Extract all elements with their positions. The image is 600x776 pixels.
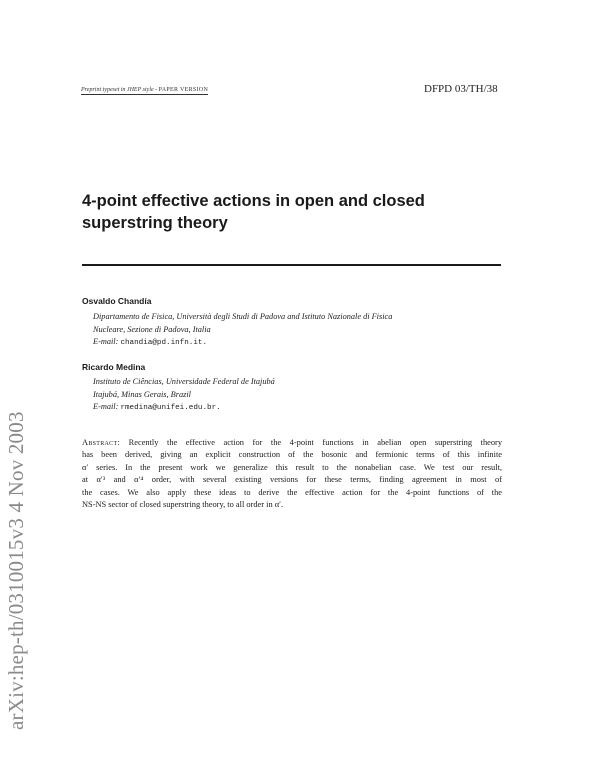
author-name: Ricardo Medina bbox=[82, 362, 146, 372]
arxiv-identifier-stamp: arXiv:hep-th/0310015v3 4 Nov 2003 bbox=[4, 411, 28, 730]
preprint-style-caps: PAPER VERSION bbox=[158, 87, 209, 93]
abstract bbox=[82, 437, 502, 511]
abstract-label: Abstract: bbox=[82, 438, 121, 447]
affiliation-line: Nucleare, Sezione di Padova, Italia bbox=[93, 324, 211, 334]
abstract-line: NS-NS sector of closed superstring theory, to all order in α′. bbox=[82, 500, 284, 510]
email-address[interactable]: rmedina@unifei.edu.br. bbox=[120, 404, 221, 412]
author-affiliation bbox=[93, 311, 493, 350]
affiliation-line: Instituto de Ciências, Universidade Federal de Itajubá bbox=[93, 377, 275, 386]
report-number: DFPD 03/TH/38 bbox=[424, 83, 498, 95]
email-label: E-mail: bbox=[93, 337, 119, 346]
author-affiliation bbox=[93, 376, 493, 415]
abstract-line: the cases. We also apply these ideas to derive the effective action for the 4-point functions of the bbox=[82, 487, 502, 497]
abstract-line: α′ series. In the present work we generalize this result to the nonabelian case. We test our result, bbox=[82, 462, 502, 472]
email-line bbox=[93, 401, 493, 415]
email-label: E-mail: bbox=[93, 402, 119, 411]
preprint-style-note bbox=[81, 87, 208, 95]
paper-title-line-1: 4-point effective actions in open and closed bbox=[82, 192, 425, 210]
abstract-line: has been derived, giving an explicit construction of the bosonic and fermionic terms of this infinite bbox=[82, 450, 502, 460]
abstract-line: Abstract: Recently the effective action for the 4-point functions in abelian open superstring theory bbox=[82, 438, 503, 447]
email-line bbox=[93, 336, 493, 350]
affiliation-line: Dipartamento de Fisica, Università degli Studi di Padova and Istituto Nazionale di Fisica bbox=[93, 312, 393, 321]
paper-title-line-2: superstring theory bbox=[82, 214, 228, 232]
email-address[interactable]: chandia@pd.infn.it. bbox=[120, 339, 208, 347]
author-name: Osvaldo Chandía bbox=[82, 296, 152, 306]
paper-title bbox=[82, 190, 502, 234]
affiliation-line: Itajubá, Minas Gerais, Brazil bbox=[93, 389, 191, 399]
preprint-style-italic: Preprint typeset in JHEP style - bbox=[81, 87, 159, 93]
abstract-line: at α′³ and α′⁴ order, with several existing versions for these terms, finding agreement in most of bbox=[82, 475, 502, 485]
title-rule bbox=[82, 264, 501, 266]
